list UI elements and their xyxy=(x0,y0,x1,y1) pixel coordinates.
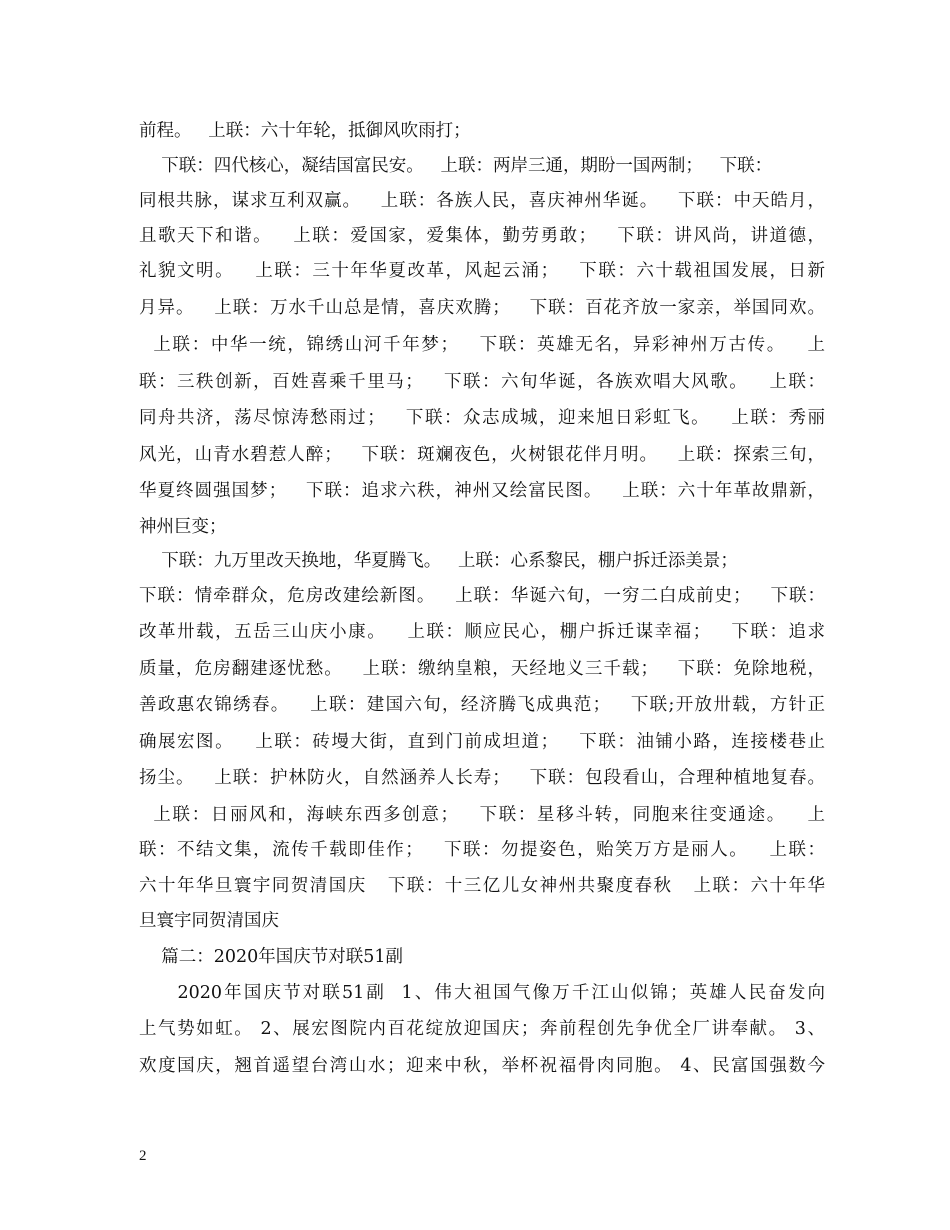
text-line: 欢度国庆，翘首遥望台湾山水；迎来中秋，举杯祝福骨肉同胞。 4、民富国强数今 xyxy=(139,1056,825,1076)
text-line: 六十年华旦寰宇同贺清国庆 下联：十三亿儿女神州共聚度春秋 上联：六十年华 xyxy=(139,876,825,896)
text-line: 下联：情牵群众，危房改建绘新图。 上联：华诞六旬，一穷二白成前史； 下联： xyxy=(139,586,825,606)
text-line: 华夏终圆强国梦； 下联：追求六秩，神州又绘富民图。 上联：六十年革故鼎新， xyxy=(139,481,825,501)
text-line: 月异。 上联：万水千山总是情，喜庆欢腾； 下联：百花齐放一家亲，举国同欢。 xyxy=(139,298,825,318)
text-line: 联：不结文集，流传千载即佳作； 下联：勿提姿色，贻笑万方是丽人。 上联： xyxy=(139,840,825,860)
text-line: 上联：日丽风和，海峡东西多创意； 下联：星移斗转，同胞来往变通途。 上 xyxy=(139,805,825,825)
text-line: 下联：九万里改天换地，华夏腾飞。 上联：心系黎民，棚户拆迁添美景； xyxy=(139,551,738,571)
text-line: 质量，危房翻建逐忧愁。 上联：缴纳皇粮，天经地义三千载； 下联：免除地税， xyxy=(139,659,825,679)
text-line: 确展宏图。 上联：砖墁大街，直到门前成坦道； 下联：油铺小路，连接楼巷止 xyxy=(139,732,825,752)
text-line: 且歌天下和谐。 上联：爱国家，爱集体，勤劳勇敢； 下联：讲风尚，讲道德， xyxy=(139,226,825,246)
text-line: 上气势如虹。 2、展宏图院内百花绽放迎国庆；奔前程创先争优全厂讲奉献。 3、 xyxy=(139,1019,825,1039)
text-line: 旦寰宇同贺清国庆 xyxy=(139,911,279,931)
text-line: 扬尘。 上联：护林防火，自然涵养人长寿； 下联：包段看山，合理种植地复春。 xyxy=(139,768,825,788)
text-line: 改革卅载，五岳三山庆小康。 上联：顺应民心，棚户拆迁谋幸福； 下联：追求 xyxy=(139,622,825,642)
text-line: 风光，山青水碧惹人醉； 下联：斑斓夜色，火树银花伴月明。 上联：探索三旬， xyxy=(139,445,825,465)
text-line: 下联：四代核心，凝结国富民安。 上联：两岸三通，期盼一国两制； 下联： xyxy=(139,156,773,176)
text-line: 神州巨变； xyxy=(139,517,227,537)
text-line: 善政惠农锦绣春。 上联：建国六旬，经济腾飞成典范； 下联;开放卅载，方针正 xyxy=(139,695,825,715)
text-line: 联：三秩创新，百姓喜乘千里马； 下联：六旬华诞，各族欢唱大风歌。 上联： xyxy=(139,372,825,392)
section-heading: 篇二：2020年国庆节对联51副 xyxy=(139,947,404,967)
text-line: 同舟共济，荡尽惊涛愁雨过； 下联：众志成城，迎来旭日彩虹飞。 上联：秀丽 xyxy=(139,408,825,428)
text-line: 礼貌文明。 上联：三十年华夏改革，风起云涌； 下联：六十载祖国发展，日新 xyxy=(139,261,825,281)
page-number: 2 xyxy=(139,1148,147,1164)
text-line: 同根共脉，谋求互利双赢。 上联：各族人民，喜庆神州华诞。 下联：中天皓月， xyxy=(139,191,825,211)
text-line: 上联：中华一统，锦绣山河千年梦； 下联：英雄无名，异彩神州万古传。 上 xyxy=(139,335,825,355)
text-line: 前程。 上联：六十年轮，抵御风吹雨打； xyxy=(139,121,471,141)
text-line: 2020年国庆节对联51副 1、伟大祖国气像万千江山似锦；英雄人民奋发向 xyxy=(139,983,825,1003)
